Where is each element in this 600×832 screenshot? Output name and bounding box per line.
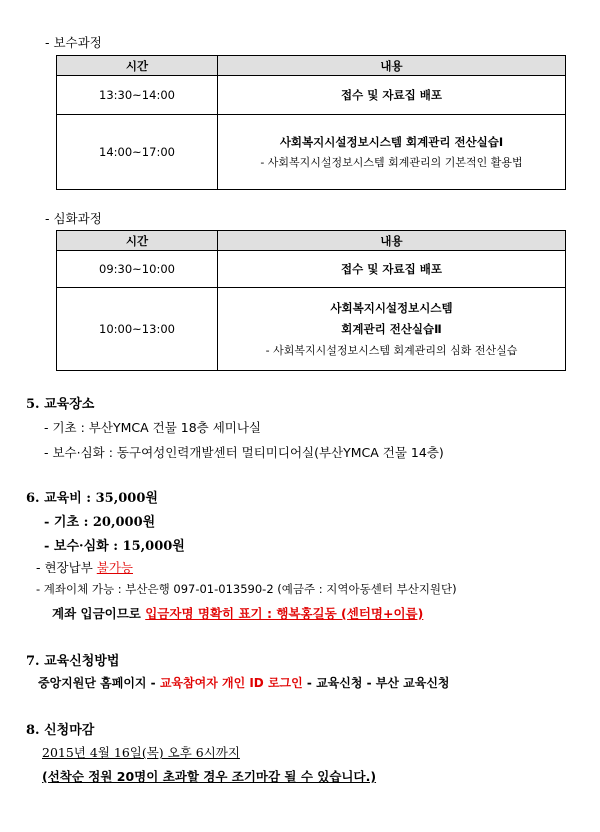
table-row — [57, 76, 566, 115]
fee-note-prefix: 계좌 입금이므로 — [52, 606, 146, 621]
apply-step-b: - 교육신청 - 부산 교육신청 — [302, 676, 450, 690]
fee-heading: 6. 교육비 : 35,000원 — [26, 491, 158, 506]
deadline-note: (선착순 정원 20명이 초과할 경우 조기마감 될 수 있습니다.) — [42, 769, 377, 784]
table-row — [57, 115, 566, 190]
table-row — [57, 288, 566, 371]
apply-step-login: 교육참여자 개인 ID 로그인 — [159, 676, 303, 690]
col-time-header: 시간 — [57, 231, 218, 251]
content-cell — [218, 115, 566, 190]
place-basic: - 기초 : 부산YMCA 건물 18층 세미나실 — [44, 420, 261, 435]
bosu-heading: - 보수과정 — [45, 35, 102, 50]
fee-onsite — [36, 558, 133, 576]
col-time-header: 시간 — [57, 56, 218, 76]
time-cell: 10:00~13:00 — [57, 288, 218, 371]
fee-note-highlight: 입금자명 명확히 표기 : 행복홍길동 (센터명+이름) — [145, 606, 424, 621]
deadline-heading: 8. 신청마감 — [26, 723, 95, 738]
col-content-header: 내용 — [218, 56, 566, 76]
fee-advanced: - 보수·심화 : 15,000원 — [44, 539, 185, 554]
content-cell: 접수 및 자료집 배포 — [218, 76, 566, 115]
content-detail: - 사회복지시설정보시스템 회계관리의 기본적인 활용법 — [260, 156, 523, 169]
fee-onsite-label: - 현장납부 — [36, 560, 97, 575]
fee-onsite-status: 불가능 — [96, 560, 133, 575]
apply-heading: 7. 교육신청방법 — [26, 654, 120, 669]
time-cell: 14:00~17:00 — [57, 115, 218, 190]
content-cell — [218, 288, 566, 371]
content-cell: 접수 및 자료집 배포 — [218, 251, 566, 288]
content-title-line1: 사회복지시설정보시스템 — [330, 301, 453, 315]
col-content-header: 내용 — [218, 231, 566, 251]
fee-basic: - 기초 : 20,000원 — [44, 515, 156, 530]
bosu-schedule-table — [56, 55, 566, 190]
deadline-date: 2015년 4월 16일(목) 오후 6시까지 — [42, 745, 240, 760]
content-detail: - 사회복지시설정보시스템 회계관리의 심화 전산실습 — [265, 344, 518, 357]
fee-note — [52, 604, 423, 622]
simhwa-schedule-table — [56, 230, 566, 371]
place-advanced: - 보수·심화 : 동구여성인력개발센터 멀티미디어실(부산YMCA 건물 14층) — [44, 445, 444, 460]
content-title-line2: 회계관리 전산실습Ⅱ — [341, 322, 442, 336]
time-cell: 09:30~10:00 — [57, 251, 218, 288]
apply-steps — [38, 674, 450, 691]
place-heading: 5. 교육장소 — [26, 397, 95, 412]
time-cell: 13:30~14:00 — [57, 76, 218, 115]
table-row — [57, 251, 566, 288]
simhwa-heading: - 심화과정 — [45, 211, 102, 226]
fee-account: - 계좌이체 가능 : 부산은행 097-01-013590-2 (예금주 : 지역아동센터 부산지원단) — [36, 582, 457, 596]
apply-step-a: 중앙지원단 홈페이지 - — [38, 676, 160, 690]
content-title: 사회복지시설정보시스템 회계관리 전산실습Ⅰ — [279, 135, 504, 149]
